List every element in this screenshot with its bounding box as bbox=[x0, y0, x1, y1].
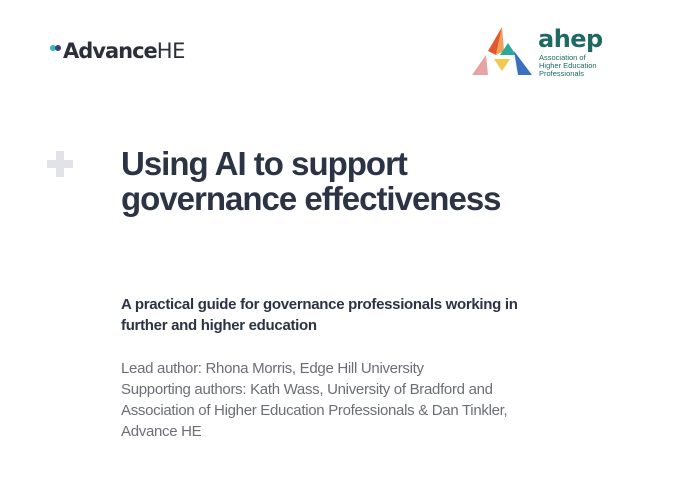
ahep-triangle-icon bbox=[470, 25, 534, 77]
advance-he-name-bold: Advance bbox=[63, 39, 157, 63]
advance-he-dots-icon bbox=[50, 44, 62, 58]
plus-icon bbox=[46, 150, 74, 178]
lead-author: Lead author: Rhona Morris, Edge Hill University bbox=[121, 360, 424, 377]
supporting-authors-line: Advance HE bbox=[121, 423, 202, 440]
supporting-authors-line: Supporting authors: Kath Wass, University of Bradford and bbox=[121, 381, 493, 398]
ahep-wordmark: ahep bbox=[538, 25, 603, 53]
subtitle-line: further and higher education bbox=[121, 317, 317, 334]
ahep-tagline-line: Association of bbox=[539, 53, 586, 62]
title-line: Using AI to support bbox=[121, 145, 407, 182]
subtitle-line: A practical guide for governance professionals working in bbox=[121, 296, 518, 313]
advance-he-logo bbox=[50, 38, 185, 64]
authors-block bbox=[121, 358, 551, 442]
page-title bbox=[121, 146, 641, 216]
supporting-authors-line: Association of Higher Education Professionals & Dan Tinkler, bbox=[121, 402, 508, 419]
ahep-tagline bbox=[539, 54, 629, 78]
ahep-tagline-line: Higher Education bbox=[539, 61, 597, 70]
page-subtitle bbox=[121, 294, 561, 336]
title-line: governance effectiveness bbox=[121, 180, 501, 217]
ahep-logo bbox=[470, 25, 630, 77]
advance-he-name-regular: HE bbox=[156, 39, 185, 63]
ahep-tagline-line: Professionals bbox=[539, 69, 585, 78]
